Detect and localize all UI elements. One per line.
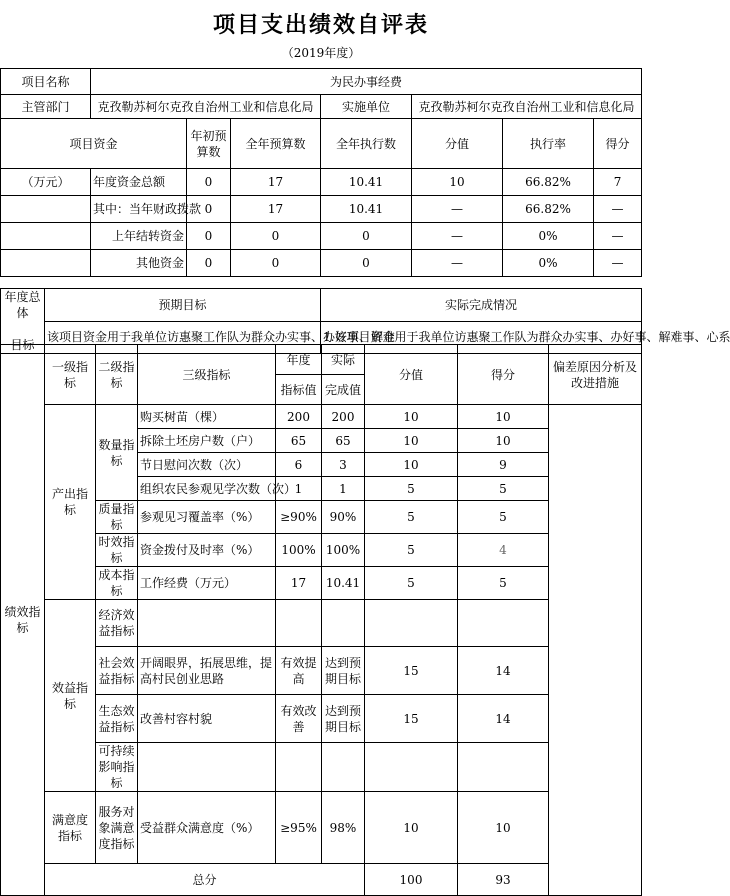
indicator-score: 5 — [458, 501, 549, 534]
indicator-value: 10 — [365, 405, 458, 429]
funds-header: 执行率 — [503, 119, 594, 169]
indicator-target: 6 — [276, 453, 322, 477]
satisfaction-l2-label: 服务对象满意度指标 — [96, 792, 138, 864]
indicator-target: 65 — [276, 429, 322, 453]
indicator-target: ≥90% — [276, 501, 322, 534]
indicator-name: 节日慰问次数（次） — [138, 453, 276, 477]
cost-label: 成本指标 — [96, 567, 138, 600]
indicator-value: 10 — [365, 453, 458, 477]
indicator-value: 5 — [365, 501, 458, 534]
indicator-target: 100% — [276, 534, 322, 567]
reason-cell — [549, 405, 642, 896]
header-score-value: 分值 — [365, 345, 458, 405]
funds-header: 全年执行数 — [321, 119, 412, 169]
indicator-score: 14 — [458, 695, 549, 743]
indicator-name: 购买树苗（棵） — [138, 405, 276, 429]
project-name-label: 项目名称 — [1, 69, 91, 95]
indicator-target: 有效提高 — [276, 647, 322, 695]
benefit-label: 效益指标 — [45, 600, 96, 792]
indicator-score: 14 — [458, 647, 549, 695]
project-name: 为民办事经费 — [91, 69, 642, 95]
ecological-label: 生态效益指标 — [96, 695, 138, 743]
unit-label: 实施单位 — [321, 95, 412, 119]
funds-cell: — — [412, 250, 503, 277]
indicator-name: 开阔眼界，拓展思维，提高村民创业思路 — [138, 647, 276, 695]
expected-goal-header: 预期目标 — [45, 289, 321, 322]
indicator-target: 17 — [276, 567, 322, 600]
funds-row-label: 上年结转资金 — [91, 223, 187, 250]
quantity-label: 数量指标 — [96, 405, 138, 501]
indicator-score: 5 — [458, 477, 549, 501]
dept-value: 克孜勒苏柯尔克孜自治州工业和信息化局 — [91, 95, 321, 119]
funds-row-label: 其他资金 — [91, 250, 187, 277]
funds-header: 得分 — [594, 119, 642, 169]
total-score: 93 — [458, 864, 549, 896]
indicator-name: 组织农民参观见学次数（次） — [138, 477, 276, 501]
header-actual-bottom: 完成值 — [322, 375, 365, 405]
header-actual-top: 实际 — [322, 345, 365, 375]
funds-cell: 66.82% — [503, 169, 594, 196]
output-label: 产出指标 — [45, 405, 96, 600]
indicator-score — [458, 600, 549, 647]
funds-cell: 0% — [503, 250, 594, 277]
indicator-name: 工作经费（万元） — [138, 567, 276, 600]
indicator-actual: 98% — [322, 792, 365, 864]
indicator-name: 拆除土坯房户数（户） — [138, 429, 276, 453]
actual-goal-header: 实际完成情况 — [321, 289, 642, 322]
quality-label: 质量指标 — [96, 501, 138, 534]
funds-cell: 0 — [231, 250, 321, 277]
dept-label: 主管部门 — [1, 95, 91, 119]
header-score: 得分 — [458, 345, 549, 405]
funds-cell: — — [594, 223, 642, 250]
funds-cell: 0 — [187, 223, 231, 250]
indicator-name: 资金拨付及时率（%） — [138, 534, 276, 567]
actual-goal-text: 1.该项目资金用于我单位访惠聚工作队为群众办实事、办好事、解难事、心系 — [321, 321, 642, 354]
header-reason: 偏差原因分析及改进措施 — [549, 345, 642, 405]
funds-cell: 17 — [231, 196, 321, 223]
indicator-value — [365, 600, 458, 647]
satisfaction-label: 满意度指标 — [45, 792, 96, 864]
funds-header: 全年预算数 — [231, 119, 321, 169]
total-value: 100 — [365, 864, 458, 896]
indicator-target: 有效改善 — [276, 695, 322, 743]
funds-cell: 7 — [594, 169, 642, 196]
indicator-value: 5 — [365, 567, 458, 600]
funds-cell: 10 — [412, 169, 503, 196]
header-target-bottom: 指标值 — [276, 375, 322, 405]
indicator-name: 改善村容村貌 — [138, 695, 276, 743]
funds-header: 年初预算数 — [187, 119, 231, 169]
funds-cell: 10.41 — [321, 196, 412, 223]
indicator-actual: 1 — [322, 477, 365, 501]
indicator-actual: 达到预期目标 — [322, 695, 365, 743]
funds-cell: 0 — [321, 223, 412, 250]
indicator-score: 4 — [458, 534, 549, 567]
project-funds-table — [0, 68, 642, 277]
social-label: 社会效益指标 — [96, 647, 138, 695]
perf-label: 绩效指标 — [1, 345, 45, 896]
funds-cell: 66.82% — [503, 196, 594, 223]
indicator-target: 200 — [276, 405, 322, 429]
indicator-target — [276, 743, 322, 792]
indicator-target: ≥95% — [276, 792, 322, 864]
indicator-name — [138, 600, 276, 647]
funds-cell: 0 — [321, 250, 412, 277]
header-level1: 一级指标 — [45, 345, 96, 405]
funds-cell: 0% — [503, 223, 594, 250]
indicator-target: 1 — [276, 477, 322, 501]
funds-empty-cell — [1, 250, 91, 277]
indicator-value: 5 — [365, 534, 458, 567]
indicator-score — [458, 743, 549, 792]
header-level2: 二级指标 — [96, 345, 138, 405]
indicator-value: 10 — [365, 429, 458, 453]
funds-cell: — — [594, 196, 642, 223]
funds-cell: — — [594, 250, 642, 277]
funds-header: 分值 — [412, 119, 503, 169]
funds-row-label: 其中：当年财政拨款 — [91, 196, 187, 223]
indicator-actual: 65 — [322, 429, 365, 453]
year-subtitle: （2019年度） — [281, 46, 361, 60]
funds-label: 项目资金 — [1, 119, 187, 169]
funds-cell: 10.41 — [321, 169, 412, 196]
funds-cell: 17 — [231, 169, 321, 196]
indicator-score: 10 — [458, 405, 549, 429]
funds-cell: — — [412, 196, 503, 223]
header-target-top: 年度 — [276, 345, 322, 375]
page-title: 项目支出绩效自评表 — [212, 12, 429, 38]
funds-cell: 0 — [187, 169, 231, 196]
funds-cell: — — [412, 223, 503, 250]
indicator-actual — [322, 600, 365, 647]
unit-value: 克孜勒苏柯尔克孜自治州工业和信息化局 — [412, 95, 642, 119]
indicator-value: 15 — [365, 695, 458, 743]
expected-goal-text: 该项目资金用于我单位访惠聚工作队为群众办实事、办好事、解难 — [45, 321, 321, 354]
funds-row-label: 年度资金总额 — [91, 169, 187, 196]
total-label: 总分 — [45, 864, 365, 896]
indicator-score: 10 — [458, 792, 549, 864]
indicator-actual — [322, 743, 365, 792]
indicator-actual: 3 — [322, 453, 365, 477]
indicator-target — [276, 600, 322, 647]
funds-empty-cell — [1, 223, 91, 250]
header-level3: 三级指标 — [138, 345, 276, 405]
indicator-score: 9 — [458, 453, 549, 477]
timeliness-label: 时效指标 — [96, 534, 138, 567]
indicator-name: 参观见习覆盖率（%） — [138, 501, 276, 534]
indicator-value — [365, 743, 458, 792]
indicator-score: 5 — [458, 567, 549, 600]
economic-label: 经济效益指标 — [96, 600, 138, 647]
indicator-actual: 100% — [322, 534, 365, 567]
indicator-actual: 达到预期目标 — [322, 647, 365, 695]
indicator-actual: 200 — [322, 405, 365, 429]
sustainable-label: 可持续影响指标 — [96, 743, 138, 792]
indicator-name — [138, 743, 276, 792]
performance-table — [0, 344, 642, 896]
funds-cell: 0 — [187, 196, 231, 223]
indicator-score: 10 — [458, 429, 549, 453]
funds-unit-label: （万元） — [1, 169, 91, 196]
indicator-value: 5 — [365, 477, 458, 501]
funds-empty-cell — [1, 196, 91, 223]
goals-label: 年度总体 目标 — [1, 289, 45, 354]
funds-cell: 0 — [231, 223, 321, 250]
indicator-actual: 90% — [322, 501, 365, 534]
indicator-value: 10 — [365, 792, 458, 864]
indicator-actual: 10.41 — [322, 567, 365, 600]
indicator-value: 15 — [365, 647, 458, 695]
indicator-name: 受益群众满意度（%） — [138, 792, 276, 864]
funds-cell: 0 — [187, 250, 231, 277]
